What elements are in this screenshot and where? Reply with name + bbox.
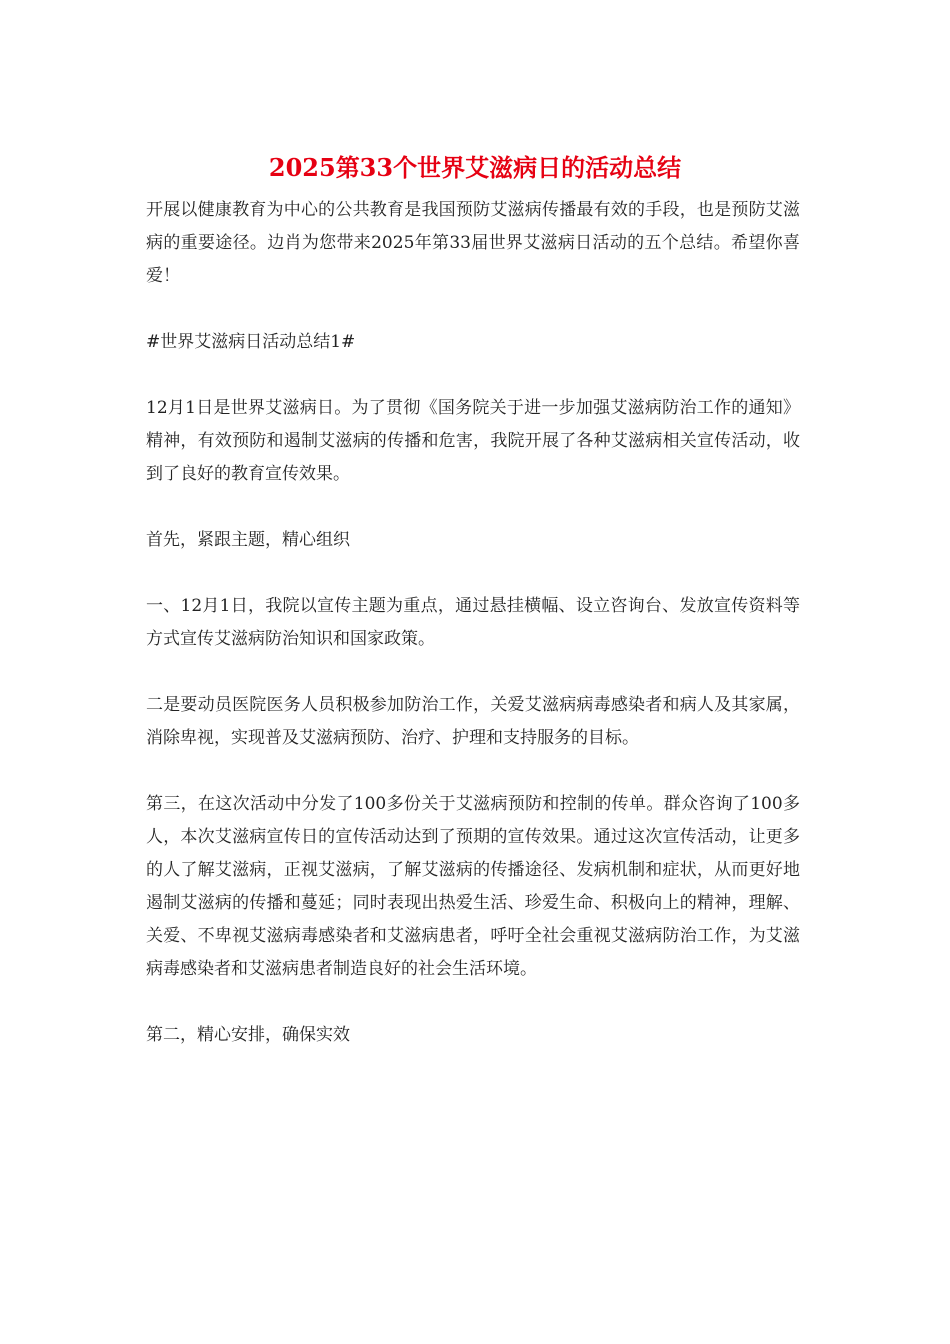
document-title: 2025第33个世界艾滋病日的活动总结 bbox=[268, 153, 682, 182]
paragraph-intro: 开展以健康教育为中心的公共教育是我国预防艾滋病传播最有效的手段，也是预防艾滋病的重要途径。边肖为您带来2025年第33届世界艾滋病日活动的五个总结。希望你喜爱！ bbox=[146, 200, 800, 286]
section-heading-summary-1: #世界艾滋病日活动总结1# bbox=[146, 332, 356, 352]
subheading-second: 第二，精心安排，确保实效 bbox=[146, 1025, 350, 1045]
paragraph-background: 12月1日是世界艾滋病日。为了贯彻《国务院关于进一步加强艾滋病防治工作的通知》精神，有效预防和遏制艾滋病的传播和危害，我院开展了各种艾滋病相关宣传活动，收到了良好的教育宣传效果。 bbox=[146, 398, 800, 484]
document-body bbox=[146, 194, 800, 1052]
paragraph-item-3: 第三，在这次活动中分发了100多份关于艾滋病预防和控制的传单。群众咨询了100多人，本次艾滋病宣传日的宣传活动达到了预期的宣传效果。通过这次宣传活动，让更多的人了解艾滋病，正视艾滋病，了解艾滋病的传播途径、发病机制和症状，从而更好地遏制艾滋病的传播和蔓延；同时表现出热爱生活、珍爱生命、积极向上的精神，理解、关爱、不卑视艾滋病毒感染者和艾滋病患者，呼吁全社会重视艾滋病防治工作，为艾滋病毒感染者和艾滋病患者制造良好的社会生活环境。 bbox=[146, 794, 800, 979]
paragraph-item-1: 一、12月1日，我院以宣传主题为重点，通过悬挂横幅、设立咨询台、发放宣传资料等方式宣传艾滋病防治知识和国家政策。 bbox=[146, 596, 800, 649]
paragraph-item-2: 二是要动员医院医务人员积极参加防治工作，关爱艾滋病病毒感染者和病人及其家属，消除卑视，实现普及艾滋病预防、治疗、护理和支持服务的目标。 bbox=[146, 695, 800, 748]
subheading-first: 首先，紧跟主题，精心组织 bbox=[146, 530, 350, 550]
